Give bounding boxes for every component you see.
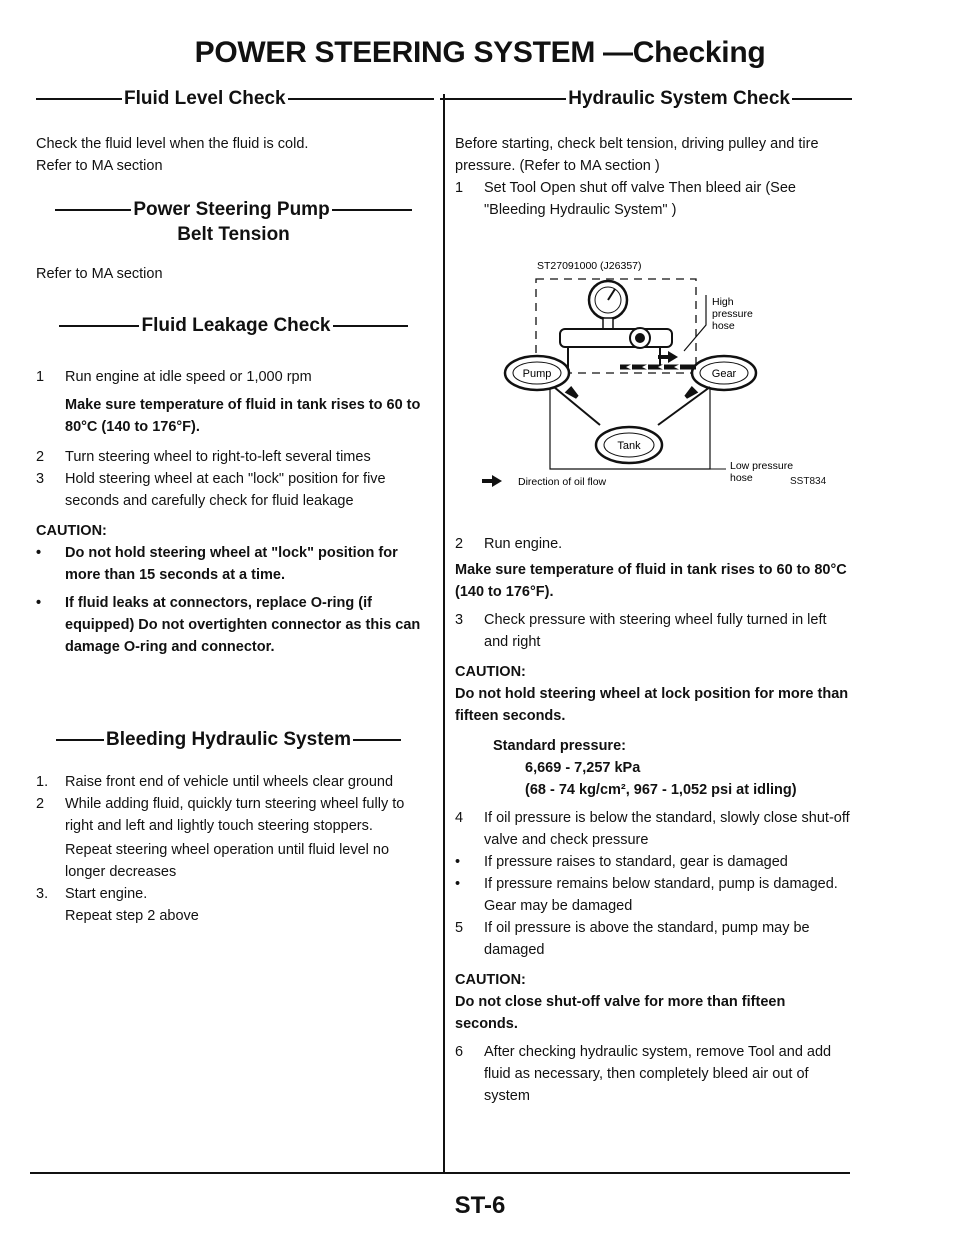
leakage-step-2 (36, 446, 421, 468)
bleeding-step-1-text: Raise front end of vehicle until wheels clear ground (65, 774, 394, 790)
hydraulic-step-2-text: Run engine. (484, 536, 563, 552)
flow-legend-label: Direction of oil flow (518, 476, 607, 488)
leakage-step-1 (36, 366, 421, 438)
hydraulic-step-5-text: If oil pressure is above the standard, pump may be damaged (484, 920, 810, 958)
hydraulic-step-6-text: After checking hydraulic system, remove Tool and add fluid as necessary, then completely bleed air out of system (484, 1044, 832, 1104)
leakage-step-3-text: Hold steering wheel at each "lock" position for five seconds and carefully check for fluid leakage (65, 471, 386, 509)
pump-belt-body (36, 263, 431, 285)
leakage-caution-2-text: If fluid leaks at connectors, replace O-ring (if equipped) Do not overtighten connector as this can damage O-ring and connector. (65, 595, 421, 655)
fluid-level-line2: Refer to MA section (36, 158, 163, 174)
hydraulic-bullet-2 (455, 873, 852, 917)
pump-belt-line1: Refer to MA section (36, 266, 163, 282)
page-number: ST-6 (454, 1192, 506, 1219)
bleeding-step-2 (36, 793, 421, 883)
page-title: POWER STEERING SYSTEM —Checking (194, 36, 766, 69)
gear-component (692, 356, 756, 390)
bleeding-step-3-note: Repeat step 2 above (65, 908, 199, 924)
leakage-caution-2 (36, 592, 421, 658)
return-arrow-icon (568, 389, 577, 397)
fluid-level-line1: Check the fluid level when the fluid is cold. (36, 136, 309, 152)
standard-pressure-value-2: (68 - 74 kg/cm², 967 - 1,052 psi at idling) (525, 782, 797, 798)
high-pressure-leader (684, 295, 706, 351)
hydraulic-step-2-num: 2 (455, 536, 464, 552)
standard-pressure-value-1: 6,669 - 7,257 kPa (525, 760, 641, 776)
hydraulic-step-1-text: Set Tool Open shut off valve Then bleed air (See "Bleeding Hydraulic System" ) (484, 180, 796, 218)
leakage-step-1-num: 1 (36, 369, 45, 385)
fluid-level-body (36, 133, 431, 177)
hydraulic-step-1 (455, 177, 852, 221)
pump-label: Pump (522, 368, 552, 380)
footer-rule (30, 1172, 850, 1174)
pump-belt-subheading: Belt Tension (177, 224, 290, 245)
hydraulic-heading (440, 88, 852, 110)
standard-pressure-label: Standard pressure: (493, 738, 626, 754)
hydraulic-step-4 (455, 807, 852, 851)
return-arrow-icon (686, 389, 695, 397)
hydraulic-bullet-1-text: If pressure raises to standard, gear is damaged (484, 854, 788, 870)
bleeding-step-2-text: While adding fluid, quickly turn steering wheel fully to right and left and lightly touch steering stoppers. (65, 796, 405, 834)
hydraulic-step-4-num: 4 (455, 810, 464, 826)
bullet-icon: • (455, 876, 461, 892)
fluid-level-heading-text: Fluid Level Check (124, 88, 286, 109)
bleeding-step-2-num: 2 (36, 796, 45, 812)
leakage-step-3-num: 3 (36, 471, 45, 487)
hydraulic-step-5 (455, 917, 852, 961)
caution-2-label: CAUTION: (455, 972, 526, 988)
hydraulic-intro (455, 133, 852, 221)
bleeding-step-3-num: 3. (36, 886, 49, 902)
hydraulic-bullet-2-text: If pressure remains below standard, pump is damaged. (484, 876, 838, 892)
pump-belt-heading (36, 199, 431, 221)
hydraulic-step-5-num: 5 (455, 920, 464, 936)
tool-number-label: ST27091000 (J26357) (537, 260, 642, 272)
leakage-step-3 (36, 468, 421, 512)
hydraulic-bullet-2-note: Gear may be damaged (484, 898, 633, 914)
leakage-step-1-note: Make sure temperature of fluid in tank rises to 60 to 80°C (140 to 176°F). (65, 397, 421, 435)
bleeding-step-1-num: 1. (36, 774, 49, 790)
hydraulic-intro-text: Before starting, check belt tension, driving pulley and tire pressure. (Refer to MA section ) (455, 136, 819, 174)
tank-label: Tank (617, 440, 641, 452)
fluid-level-heading (36, 88, 434, 110)
pump-belt-heading-text: Power Steering Pump (133, 199, 330, 220)
bleeding-step-3-text: Start engine. (65, 886, 148, 902)
leakage-heading (36, 315, 431, 337)
leakage-step-1-text: Run engine at idle speed or 1,000 rpm (65, 369, 312, 385)
hydraulic-step-3-text: Check pressure with steering wheel fully turned in left and right (484, 612, 827, 650)
hydraulic-step-1-num: 1 (455, 180, 464, 196)
hydraulic-step-3 (455, 609, 852, 653)
hydraulic-step-2-note: Make sure temperature of fluid in tank rises to 60 to 80°C (140 to 176°F). (455, 562, 847, 600)
hydraulic-bullet-1 (455, 851, 852, 873)
shut-off-valve-icon (548, 328, 672, 367)
gear-label: Gear (711, 368, 737, 380)
bleeding-heading-text: Bleeding Hydraulic System (106, 729, 351, 750)
bleeding-step-3 (36, 883, 421, 927)
leakage-step-2-num: 2 (36, 449, 45, 465)
hydraulic-step-6-num: 6 (455, 1044, 464, 1060)
low-pressure-label: Low pressure hose (730, 460, 794, 484)
hydraulic-step-6 (455, 1041, 852, 1107)
pump-component (505, 356, 569, 390)
leakage-heading-text: Fluid Leakage Check (141, 315, 331, 336)
figure-code: SST834 (790, 476, 827, 487)
pump-tank-hose (554, 387, 600, 425)
tank-component (596, 427, 662, 463)
high-pressure-label: High pressure hose (712, 296, 753, 332)
bleeding-heading (36, 729, 421, 751)
bullet-icon: • (36, 545, 42, 561)
gear-tank-hose (658, 387, 710, 425)
hydraulic-steps (455, 533, 852, 1107)
bleeding-step-1 (36, 771, 421, 793)
bullet-icon: • (455, 854, 461, 870)
leakage-caution-label: CAUTION: (36, 523, 107, 539)
leakage-caution-1 (36, 542, 421, 586)
hydraulic-step-3-num: 3 (455, 612, 464, 628)
column-divider (443, 94, 445, 1174)
caution-1-label: CAUTION: (455, 664, 526, 680)
pressure-gauge-icon (589, 281, 627, 330)
hydraulic-step-4-text: If oil pressure is below the standard, slowly close shut-off valve and check pressure (484, 810, 850, 848)
bullet-icon: • (36, 595, 42, 611)
caution-1-text: Do not hold steering wheel at lock position for more than fifteen seconds. (455, 686, 849, 724)
bleeding-step-2-note: Repeat steering wheel operation until fluid level no longer decreases (65, 842, 390, 880)
legend-arrow-icon (482, 475, 502, 487)
leakage-step-2-text: Turn steering wheel to right-to-left several times (65, 449, 371, 465)
leakage-body (36, 366, 421, 658)
hydraulic-check-diagram (470, 255, 850, 495)
leakage-caution-1-text: Do not hold steering wheel at "lock" position for more than 15 seconds at a time. (65, 545, 398, 583)
hydraulic-heading-text: Hydraulic System Check (568, 88, 790, 109)
bleeding-body (36, 771, 421, 927)
caution-2-text: Do not close shut-off valve for more than fifteen seconds. (455, 994, 786, 1032)
hydraulic-step-2 (455, 533, 852, 555)
